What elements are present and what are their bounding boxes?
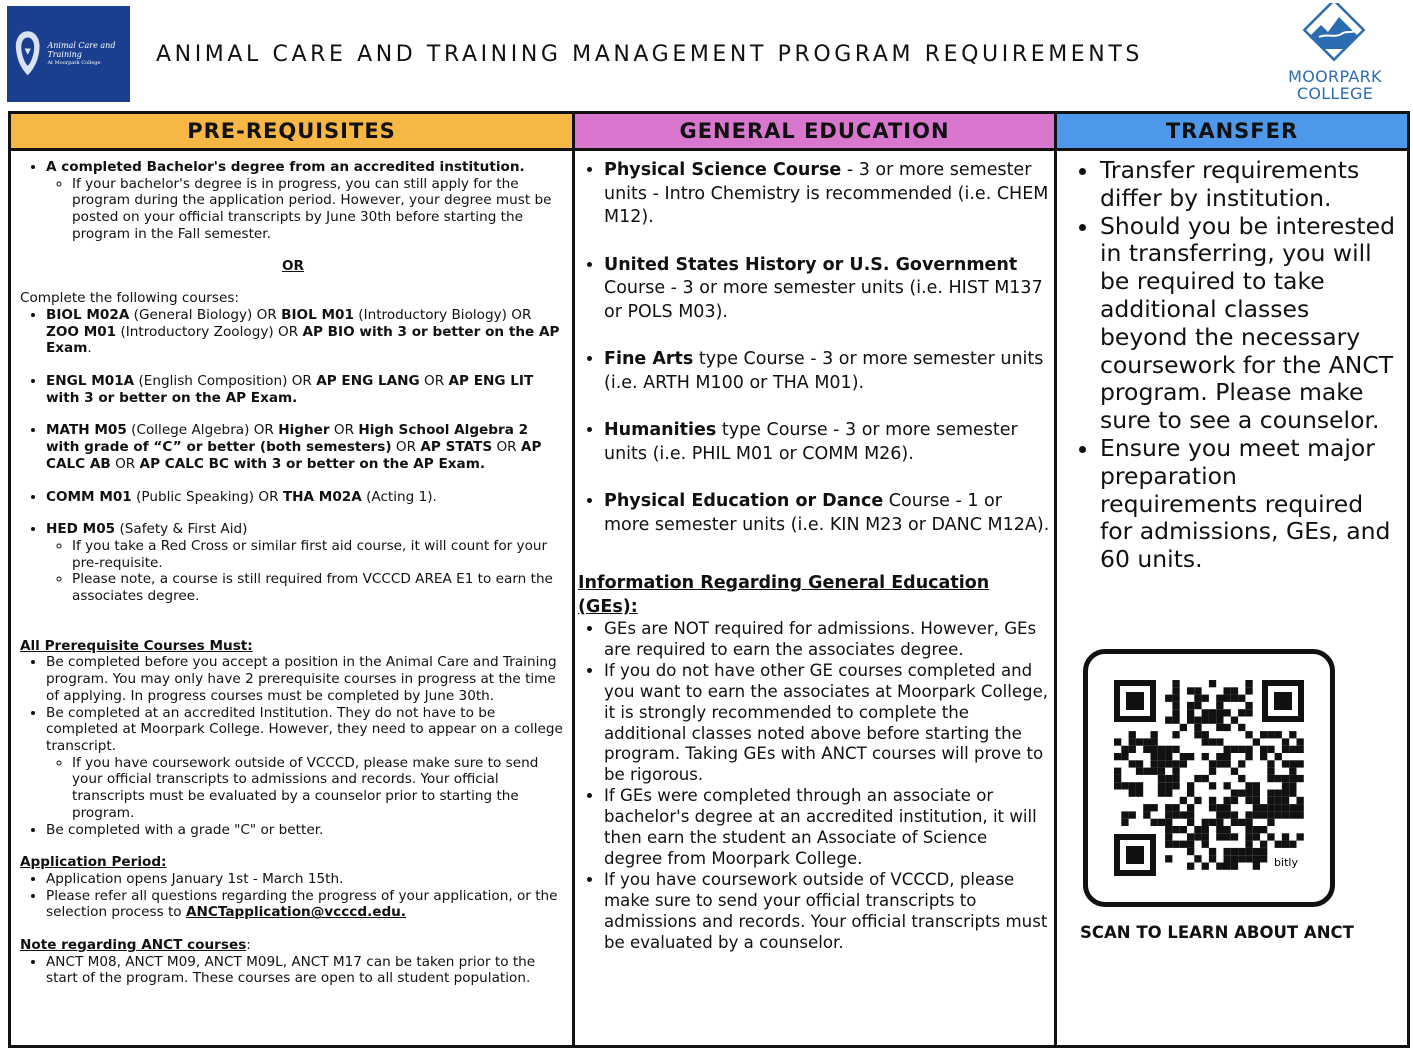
must-title: All Prerequisite Courses Must:: [20, 637, 253, 654]
scan-label: SCAN TO LEARN ABOUT ANCT: [1080, 922, 1354, 942]
list-item: • ENGL M01A (English Composition) OR AP ENG LANG OR AP ENG LIT with 3 or better on the AP Exam.: [46, 373, 566, 406]
email-link[interactable]: ANCTapplication@vcccd.edu.: [185, 904, 407, 921]
lion-icon: [12, 19, 43, 89]
transfer-header: TRANSFER: [1056, 113, 1409, 150]
list-item: • If GEs were completed through an associate or bachelor's degree at an accredited institution, it will then earn the student an Associate of Science degree from Moorpark College.: [604, 786, 1050, 870]
list-item: • Transfer requirements differ by institution.: [1100, 157, 1399, 213]
list-item: ◦ Please note, a course is still required from VCCCD AREA E1 to earn the associates degree.: [72, 571, 566, 604]
application-title: Application Period:: [20, 854, 167, 871]
page-title: ANIMAL CARE AND TRAINING MANAGEMENT PROGRAM REQUIREMENTS: [156, 42, 1143, 67]
list-item: • BIOL M02A (General Biology) OR BIOL M01 (Introductory Biology) OR ZOO M01 (Introductory Zoology) OR AP BIO with 3 or better on the AP Exam.: [46, 307, 566, 357]
list-item: • Fine Arts type Course - 3 or more semester units (i.e. ARTH M100 or THA M01).: [604, 348, 1050, 395]
page-header: [0, 0, 1413, 110]
list-item: • Be completed with a grade "C" or better.: [46, 822, 566, 839]
list-item: • Be completed at an accredited Institution. They do not have to be completed at Moorpark College. However, they need to appear on a college transcript. ◦ If you have coursework outside of VCCCD, please make sure to send your official transcripts to admissions and records. Your official transcripts must be evaluated by a counselor prior to starting the program.: [46, 705, 566, 822]
list-item: ◦ If you take a Red Cross or similar first aid course, it will count for your pre-requisite.: [72, 538, 566, 571]
moorpark-text-2: COLLEGE: [1296, 84, 1374, 103]
ge-info-title: Information Regarding General Education (GEs):: [578, 573, 990, 617]
list-item: ◦ If your bachelor's degree is in progress, you can still apply for the program during the application period. However, your degree must be posted on your official transcripts by June 30th before starting the program in the Fall semester.: [72, 176, 566, 243]
list-item: • If you have coursework outside of VCCCD, please make sure to send your official transcripts to admissions and records. Your official transcripts must be evaluated by a counselor.: [604, 870, 1050, 954]
list-item: • Be completed before you accept a position in the Animal Care and Training program. You may only have 2 prerequisite courses in progress at the time of applying. In progress courses must be completed by June 30th.: [46, 654, 566, 704]
list-item: • MATH M05 (College Algebra) OR Higher OR High School Algebra 2 with grade of “C” or better (both semesters) OR AP STATS OR AP CALC AB OR AP CALC BC with 3 or better on the AP Exam.: [46, 422, 566, 472]
list-item: • Humanities type Course - 3 or more semester units (i.e. PHIL M01 or COMM M26).: [604, 419, 1050, 466]
qr-code-icon: [1114, 680, 1304, 876]
moorpark-text-1: MOORPARK: [1288, 67, 1382, 86]
list-item: • HED M05 (Safety & First Aid) ◦ If you take a Red Cross or similar first aid course, it will count for your pre-requisite. ◦ Please note, a course is still required from VCCCD AREA E1 to earn the associates degree.: [46, 521, 566, 605]
list-item: • ANCT M08, ANCT M09, ANCT M09L, ANCT M17 can be taken prior to the start of the program. These courses are open to all student population.: [46, 954, 566, 987]
list-item: • Should you be interested in transferring, you will be required to take additional classes beyond the necessary coursework for the ANCT program. Please make sure to see a counselor.: [1100, 213, 1399, 435]
list-item: • Please refer all questions regarding the progress of your application, or the selection process to ANCTapplication@vcccd.edu.: [46, 888, 566, 921]
logo-text-line2: At Moorpark College: [47, 59, 101, 66]
ge-column: [574, 150, 1056, 1047]
logo-text-line1: Animal Care and Training: [47, 40, 116, 59]
list-item: • Ensure you meet major preparation requirements required for admissions, GEs, and 60 units.: [1100, 435, 1399, 574]
list-item: • Application opens January 1st - March 15th.: [46, 871, 566, 888]
list-item: • Physical Science Course - 3 or more semester units - Intro Chemistry is recommended (i.e. CHEM M12).: [604, 159, 1050, 230]
complete-intro: Complete the following courses:: [20, 290, 240, 307]
requirements-table: [8, 111, 1410, 1048]
or-divider: OR: [281, 257, 305, 274]
list-item: • If you do not have other GE courses completed and you want to earn the associates at Moorpark College, it is strongly recommended to complete the additional classes noted above before starting the program. Taking GEs with ANCT courses will prove to be rigorous.: [604, 661, 1050, 786]
list-item: • Physical Education or Dance Course - 1 or more semester units (i.e. KIN M23 or DANC M12A).: [604, 490, 1050, 537]
qr-brand-label: bitly: [1274, 855, 1298, 869]
list-item: • United States History or U.S. Government Course - 3 or more semester units (i.e. HIST M137 or POLS M03).: [604, 254, 1050, 325]
list-item: • A completed Bachelor's degree from an accredited institution. ◦ If your bachelor's degree is in progress, you can still apply for the program during the application period. However, your degree must be posted on your official transcripts by June 30th before starting the program in the Fall semester.: [46, 159, 566, 243]
list-item: ◦ If you have coursework outside of VCCCD, please make sure to send your official transcripts to admissions and records. Your official transcripts must be evaluated by a counselor prior to starting the program.: [72, 755, 566, 822]
qr-code[interactable]: [1083, 649, 1335, 907]
list-item: • COMM M01 (Public Speaking) OR THA M02A (Acting 1).: [46, 489, 566, 506]
transfer-column: [1056, 150, 1409, 1047]
ge-header: GENERAL EDUCATION: [574, 113, 1056, 150]
animal-care-logo: [7, 6, 130, 102]
note-title: Note regarding ANCT courses: [20, 937, 247, 954]
moorpark-mountain-icon: [1295, 3, 1375, 63]
list-item: • GEs are NOT required for admissions. However, GEs are required to earn the associates degree.: [604, 619, 1050, 661]
moorpark-logo: [1276, 3, 1394, 103]
prereq-header: PRE-REQUISITES: [10, 113, 574, 150]
prereq-column: • A completed Bachelor's degree from an accredited institution. ◦ If your bachelor's degree is in progress, you can still apply for the program during the application period. However, your degree must be posted on your official transcripts by June 30th before starting the program in the Fall semester. OR Complete the following courses: • BIOL M02A (General Biology) OR BIOL M01 (Introductory Biology) OR ZOO M01 (Introductory Zoology) OR AP BIO with 3 or better on the AP Exam. • ENGL M01A (English Composition) OR AP ENG LANG OR AP ENG LIT with 3 or better on the AP Exam. • MATH M05 (College Algebra) OR Higher OR High School Algebra 2 with grade of “C” or better (both semesters) OR AP STATS OR AP CALC AB OR AP CALC BC with 3 or better on the AP Exam. • COMM M01 (Public Speaking) OR THA M02A (Acting 1). • HED M05 (Safety & First Aid) ◦ If you take a Red Cross or similar first aid course, it will count for your pre-requisite. ◦ Please note, a course is still required from VCCCD AREA E1 to earn the associates degree. All Prerequisite Courses Must: • Be completed before you accept a position in the Animal Care and Training program. You may only have 2 prerequisite courses in progress at the time of applying. In progress courses must be completed by June 30th. • Be completed at an accredited Institution. They do not have to be completed at Moorpark College. However, they need to appear on a college transcript. ◦ If you have coursework outside of VCCCD, please make sure to send your official transcripts to admissions and records. Your official transcripts must be evaluated by a counselor prior to starting the program. • Be completed with a grade "C" or better. Application Period: • Application opens January 1st - March 15th. • Please refer all questions regarding the progress of your application, or the selection process to ANCTapplication@vcccd.edu. Note regarding ANCT courses: • ANCT M08, ANCT M09, ANCT M09L, ANCT M17 can be taken prior to the start of the program. These courses are open to all student population.: [10, 150, 574, 1047]
